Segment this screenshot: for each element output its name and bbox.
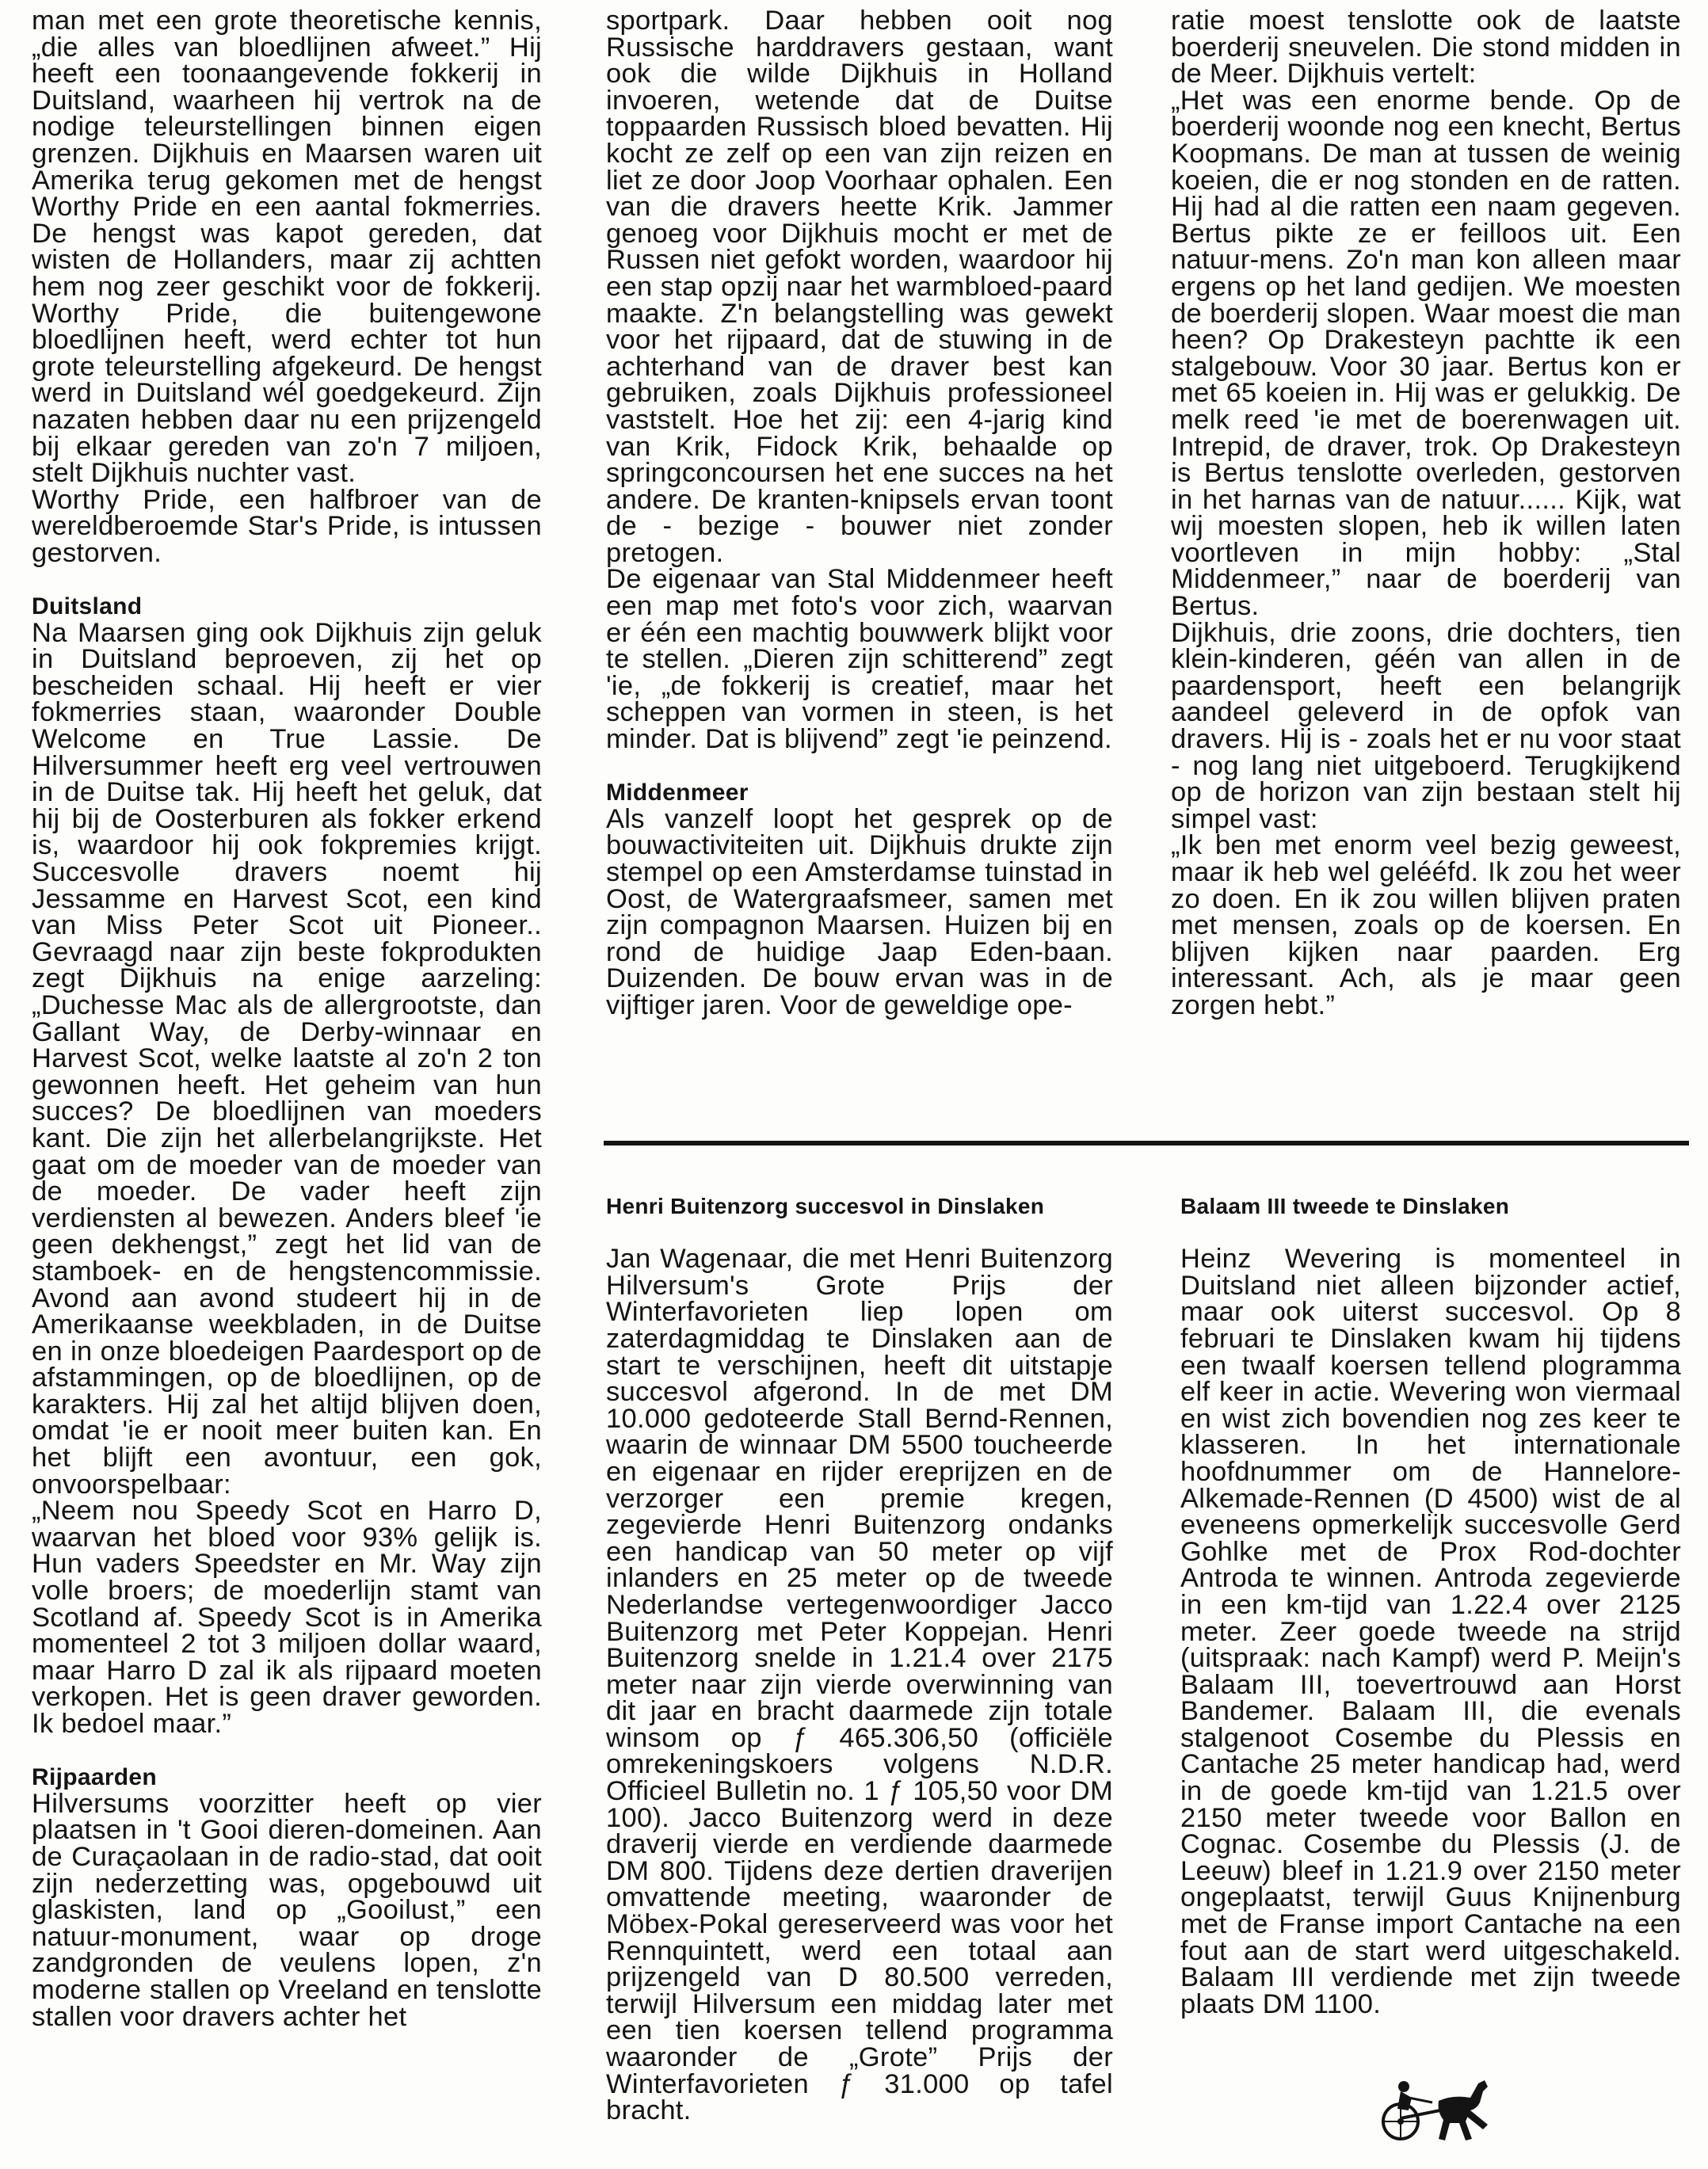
article-paragraph: De eigenaar van Stal Middenmeer heeft een map met foto's voor zich, waarvan er één een machtig bouwwerk blijkt voor te stellen. „Dieren zijn schitterend” zegt 'ie, „de fokkerij is creatief, maar het scheppen van vormen in steen, is het minder. Dat is blijvend” zegt 'ie peinzend. [606, 564, 1113, 755]
article-paragraph: Hilversums voorzitter heeft op vier plaatsen in 't Gooi dieren-domeinen. Aan de Curaçaolaan in de radio-stad, dat ooit zijn nederzetting was, opgebouwd uit glaskisten, land op „Gooilust,” een natuur-monument, waar op droge zandgronden de veulens lopen, z'n moderne stallen op Vreeland en tenslotte stallen voor dravers achter het [32, 1788, 542, 2032]
news-heading: Henri Buitenzorg succesvol in Dinslaken [606, 1194, 1045, 1218]
article-column-2 [606, 8, 1113, 1020]
section-divider [604, 1141, 1689, 1145]
article-paragraph: „Ik ben met enorm veel bezig geweest, maar ik heb wel gelééfd. Ik zou het weer zo doen. En ik zou willen blijven praten met mensen, zoals op de koersen. En blijven kijken naar paarden. Erg interessant. Ach, als je maar geen zorgen hebt.” [1171, 830, 1681, 1020]
article-paragraph: „Het was een enorme bende. Op de boerderij woonde nog een knecht, Bertus Koopmans. De man at tussen de weinig koeien, die er nog stonden en de ratten. Hij had al die ratten een naam gegeven. Bertus pikte ze er feilloos uit. Een natuur-mens. Zo'n man kon alleen maar ergens op het land gedijen. We moesten de boerderij slopen. Waar moest die man heen? Op Drakesteyn pachtte ik een stalgebouw. Voor 30 jaar. Bertus kon er met 65 koeien in. Hij was er gelukkig. De melk reed 'ie met de boerenwagen uit. Intrepid, de draver, trok. Op Drakesteyn is Bertus tenslotte overleden, gestorven in het harnas van de natuur...... Kijk, wat wij moesten slopen, heb ik willen laten voortleven in mijn hobby: „Stal Middenmeer,” naar de boerderij van Bertus. [1171, 85, 1681, 622]
spacer [32, 1738, 542, 1765]
news-item-buitenzorg [606, 1193, 1113, 2125]
article-paragraph: Als vanzelf loopt het gesprek op de bouwactiviteiten uit. Dijkhuis drukte zijn stempel op een Amsterdamse tuinstad in Oost, de Watergraafsmeer, samen met zijn compagnon Maarsen. Huizen bij en rond de huidige Jaap Eden-baan. Duizenden. De bouw ervan was in de vijftiger jaren. Voor de geweldige ope- [606, 803, 1113, 1020]
article-paragraph: Dijkhuis, drie zoons, drie dochters, tien klein-kinderen, géén van allen in de paardensport, heeft een belangrijk aandeel geleverd in de opfok van dravers. Hij is - zoals het er nu voor staat - nog lang niet uitgeboerd. Terugkijkend op de horizon van zijn bestaan stelt hij simpel vast: [1171, 617, 1681, 834]
section-heading-rijpaarden: Rijpaarden [32, 1764, 158, 1791]
spacer [32, 566, 542, 593]
article-paragraph: Na Maarsen ging ook Dijkhuis zijn geluk in Duitsland beproeven, zij het op bescheiden schaal. Hij heeft er vier fokmerries staan, waaronder Double Welcome en True Lassie. De Hilversummer heeft erg veel vertrouwen in de Duitse tak. Hij heeft het geluk, dat hij bij de Oosterburen als fokker erkend is, waardoor hij ook fokpremies krijgt. Succesvolle dravers noemt hij Jessamme en Harvest Scot, een kind van Miss Peter Scot uit Pioneer.. Gevraagd naar zijn beste fokprodukten zegt Dijkhuis na enige aarzeling: „Duchesse Mac als de allergrootste, dan Gallant Way, de Derby-winnaar en Harvest Scot, welke laatste al zo'n 2 ton gewonnen heeft. Het geheim van hun succes? De bloedlijnen van moeders kant. Die zijn het allerbelangrijkste. Het gaat om de moeder van de moeder van de moeder. De vader heeft zijn verdiensten al bewezen. Anders bleef 'ie geen dekhengst,” zegt het lid van de stamboek- en de hengstencommissie. Avond aan avond studeert hij in de Amerikaanse weekbladen, in de Duitse en in onze bloedeigen Paardesport op de afstammingen, op de bloedlijnen, op de karakters. Hij zal het altijd blijven doen, omdat 'ie er nooit meer buiten kan. En het blijft een avontuur, een gok, onvoorspelbaar: [32, 617, 542, 1500]
news-paragraph: Jan Wagenaar, die met Henri Buitenzorg Hilversum's Grote Prijs der Winterfavorieten liep lopen om zaterdagmiddag te Dinslaken aan de start te verschijnen, heeft dit uitstapje succesvol afgerond. In de met DM 10.000 gedoteerde Stall Bernd-Rennen, waarin de winnaar DM 5500 toucheerde en eigenaar en rijder ereprijzen en de verzorger een premie kregen, zegevierde Henri Buitenzorg ondanks een handicap van 50 meter op vijf inlanders en 25 meter op de tweede Nederlandse vertegenwoordiger Jacco Buitenzorg met Peter Koppejan. Henri Buitenzorg snelde in 1.21.4 over 2175 meter naar zijn vierde overwinning van dit jaar en bracht daarmede zijn totale winsom op ƒ 465.306,50 (officiële omrekeningskoers volgens N.D.R. Officieel Bulletin no. 1 ƒ 105,50 voor DM 100). Jacco Buitenzorg werd in deze draverij vierde en verdiende daarmede DM 800. Tijdens deze dertien draverijen omvattende meeting, waaronder de Möbex-Pokal gereserveerd was voor het Rennquintett, werd een totaal aan prijzengeld van D 80.500 verreden, terwijl Hilversum een middag later met een tien koersen tellend programma waaronder de „Grote” Prijs der Winterfavorieten ƒ 31.000 op tafel bracht. [606, 1244, 1113, 2126]
spacer [606, 753, 1113, 780]
section-heading-middenmeer: Middenmeer [606, 780, 749, 806]
spacer [1180, 1220, 1681, 1247]
article-paragraph: ratie moest tenslotte ook de laatste boerderij sneuvelen. Die stond midden in de Meer. Dijkhuis vertelt: [1171, 6, 1681, 90]
section-heading-duitsland: Duitsland [32, 593, 143, 620]
article-paragraph: sportpark. Daar hebben ooit nog Russische harddravers gestaan, want ook die wilde Dijkhuis in Holland invoeren, wetende dat de Duitse toppaarden Russisch bloed bevatten. Hij kocht ze zelf op een van zijn reizen en liet ze door Joop Voorhaar ophalen. Een van die dravers heette Krik. Jammer genoeg voor Dijkhuis mocht er met de Russen niet gefokt worden, waardoor hij een stap opzij naar het warmbloed-paard maakte. Z'n belangstelling was gewekt voor het rijpaard, dat de stuwing in de achterhand van de draver best kan gebruiken, zoals Dijkhuis professioneel vaststelt. Hoe het zij: een 4-jarig kind van Krik, Fidock Krik, behaalde op springconcoursen het ene succes na het andere. De kranten-knipsels ervan toont de - bezige - bouwer niet zonder pretogen. [606, 6, 1113, 568]
article-paragraph: Worthy Pride, een halfbroer van de wereldberoemde Star's Pride, is intussen gestorven. [32, 484, 542, 568]
sulky-trotter-icon [1377, 2074, 1496, 2147]
news-item-balaam [1180, 1193, 1681, 2018]
spacer [606, 1220, 1113, 1247]
article-paragraph: man met een grote theoretische kennis, „die alles van bloedlijnen afweet.” Hij heeft een toonaangevende fokkerij in Duitsland, waarheen hij vertrok na de nodige teleurstellingen binnen eigen grenzen. Dijkhuis en Maarsen waren uit Amerika terug gekomen met de hengst Worthy Pride en een aantal fokmerries. De hengst was kapot gereden, dat wisten de Hollanders, maar zij achtten hem nog zeer geschikt voor de fokkerij. Worthy Pride, die buitengewone bloedlijnen heeft, werd echter tot hun grote teleurstelling afgekeurd. De hengst werd in Duitsland wél goedgekeurd. Zijn nazaten hebben daar nu een prijzengeld bij elkaar gereden van zo'n 7 miljoen, stelt Dijkhuis nuchter vast. [32, 6, 542, 489]
article-column-1 [32, 8, 542, 2030]
article-paragraph: „Neem nou Speedy Scot en Harro D, waarvan het bloed voor 93% gelijk is. Hun vaders Speedster en Mr. Way zijn volle broers; de moederlijn stamt van Scotland af. Speedy Scot is in Amerika momenteel 2 tot 3 miljoen dollar waard, maar Harro D zal ik als rijpaard moeten verkopen. Het is geen draver geworden. Ik bedoel maar.” [32, 1496, 542, 1739]
article-column-3 [1171, 8, 1681, 1020]
news-paragraph: Heinz Wevering is momenteel in Duitsland niet alleen bijzonder actief, maar ook uiterst succesvol. Op 8 februari te Dinslaken kwam hij tijdens een twaalf koersen tellend plogramma elf keer in actie. Wevering won viermaal en wist zich bovendien nog zes keer te klasseren. In het internationale hoofdnummer om de Hannelore-Alkemade-Rennen (D 4500) wist de al eveneens opmerkelijk succesvolle Gerd Gohlke met de Prox Rod-dochter Antroda te winnen. Antroda zegevierde in een km-tijd van 1.22.4 over 2125 meter. Zeer goede tweede na strijd (uitspraak: nach Kampf) werd P. Meijn's Balaam III, toevertrouwd aan Horst Bandemer. Balaam III, die evenals stalgenoot Cosembe du Plessis en Cantache 25 meter handicap had, werd in de goede km-tijd van 1.21.5 over 2150 meter tweede voor Ballon en Cognac. Cosembe du Plessis (J. de Leeuw) bleef in 1.21.9 over 2150 meter ongeplaatst, terwijl Guus Knijnenburg met de Franse import Cantache na een fout aan de start werd uitgeschakeld. Balaam III verdiende met zijn tweede plaats DM 1100. [1180, 1244, 1681, 2019]
news-heading: Balaam III tweede te Dinslaken [1180, 1194, 1510, 1218]
